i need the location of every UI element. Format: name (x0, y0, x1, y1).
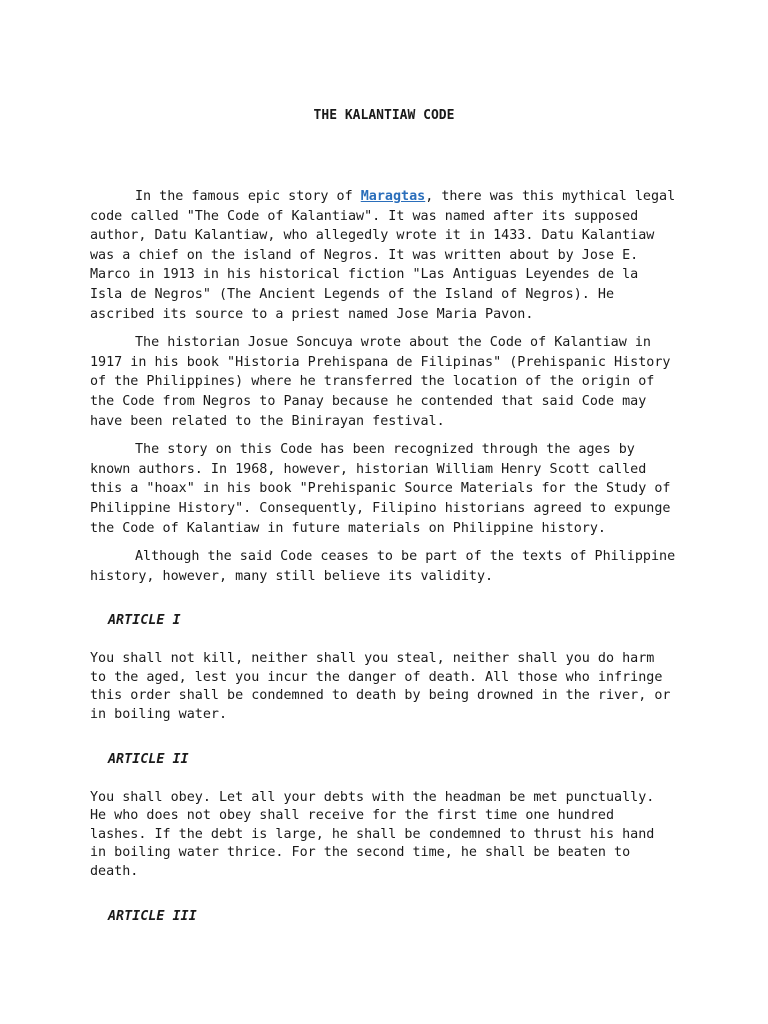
intro-paragraph-4: Although the said Code ceases to be part of the texts of Philippine history, however, many still believe its validity. (90, 549, 676, 584)
document-body (90, 187, 678, 946)
article-2-text: You shall obey. Let all your debts with the headman be met punctually. He who does not obey shall receive for the first time one hundred lashes. If the debt is large, he shall be condemned to thrust his hand in boiling water thrice. For the second time, he shall be beaten to death. (90, 789, 655, 880)
intro-paragraph-2: The historian Josue Soncuya wrote about the Code of Kalantiaw in 1917 in his book "Historia Prehispana de Filipinas" (Prehispanic History of the Philippines) where he transferred the location of the origin of the Code from Negros to Panay because he contended that said Code may have been related to the Binirayan festival. (90, 335, 671, 429)
article-3-heading: ARTICLE III (108, 908, 197, 924)
intro-paragraph-1 (90, 187, 678, 324)
intro-paragraph-1-rest: , there was this mythical legal code called "The Code of Kalantiaw". It was named after its supposed author, Datu Kalantiaw, who allegedly wrote it in 1433. Datu Kalantiaw was a chief on the island of Negros. It was written about by Jose E. Marco in 1913 in his historical fiction "Las Antiguas Leyendes de la Isla de Negros" (The Ancient Legends of the Island of Negros). He ascribed its source to a priest named Jose Maria Pavon. (90, 189, 676, 322)
article-1-text: You shall not kill, neither shall you steal, neither shall you do harm to the aged, lest you incur the danger of death. All those who infringe this order shall be condemned to death by being drowned in the river, or in boiling water. (90, 651, 671, 723)
article-1-heading: ARTICLE I (108, 613, 181, 629)
intro-paragraph-1-lead: In the famous epic story of (135, 189, 361, 204)
article-2-heading: ARTICLE II (108, 751, 189, 767)
intro-paragraph-3: The story on this Code has been recognized through the ages by known authors. In 1968, however, historian William Henry Scott called this a "hoax" in his book "Prehispanic Source Materials for the Study of Philippine History". Consequently, Filipino historians agreed to expunge the Code of Kalantiaw in future materials on Philippine history. (90, 442, 671, 536)
document-title: THE KALANTIAW CODE (313, 108, 455, 123)
maragtas-link[interactable]: Maragtas (360, 189, 426, 204)
